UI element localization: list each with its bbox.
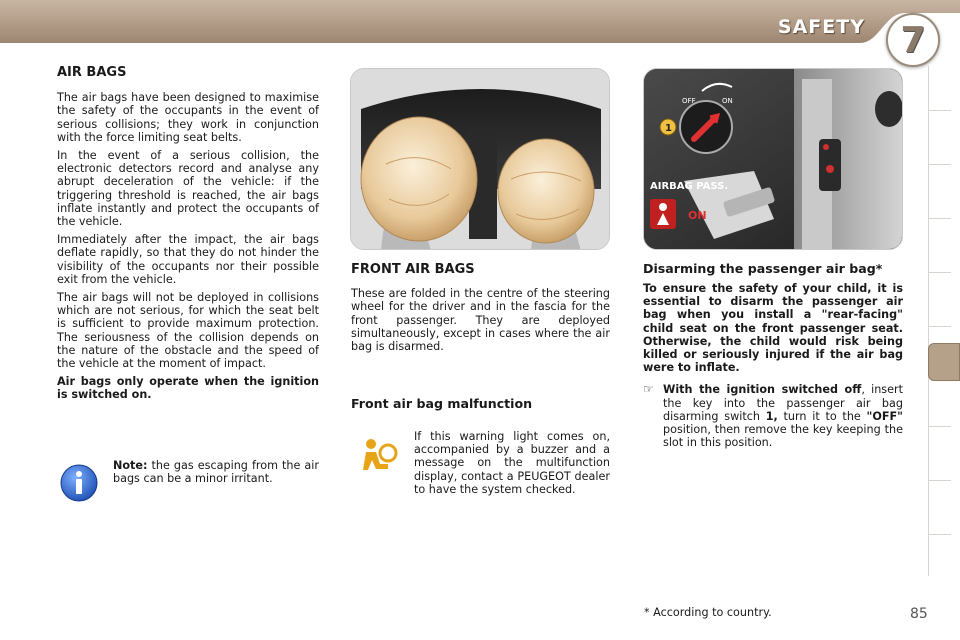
step-off: "OFF" bbox=[866, 409, 903, 423]
disarm-switch-illustration bbox=[644, 69, 903, 250]
disarming-heading: Disarming the passenger air bag* bbox=[643, 261, 883, 276]
air-bags-heading: AIR BAGS bbox=[57, 65, 127, 80]
step-text-3: position, then remove the key keeping the slot in this position. bbox=[663, 423, 903, 450]
step-bold: With the ignition switched off bbox=[663, 383, 862, 397]
child-safety-warning: To ensure the safety of your child, it is essential to disarm the passenger air bag when you install a "rear-facing" child seat on the front passenger seat. Otherwise, the child would risk being killed or seriously injured if the air bag were to inflate. bbox=[643, 282, 903, 375]
malfunction-text: If this warning light comes on, accompanied by a buzzer and a message on the multifunction display, contact a PEUGEOT dealer to have the system checked. bbox=[414, 430, 610, 496]
tab-divider bbox=[929, 164, 951, 165]
disarming-section bbox=[643, 261, 903, 449]
tab-divider bbox=[929, 110, 951, 111]
page-number: 85 bbox=[910, 606, 928, 622]
note-label: Note: bbox=[113, 459, 148, 472]
airbag-warning-light-icon bbox=[358, 436, 398, 478]
photo-airbag-label: AIRBAG PASS. bbox=[650, 181, 729, 192]
air-bags-paragraph: In the event of a serious collision, the electronic detectors record and analyse any abrupt deceleration of the vehicle: if the triggering threshold is reached, the air bags inflate instantly and protect the occupants of the vehicle. bbox=[57, 149, 319, 229]
air-bags-paragraph: The air bags have been designed to maximise the safety of the occupants in the event of serious collisions; they work in conjunction with the force limiting seat belts. bbox=[57, 91, 319, 144]
step-text-2: turn it to the bbox=[777, 409, 867, 423]
malfunction-text-box bbox=[414, 430, 610, 501]
ignition-warning: Air bags only operate when the ignition is switched on. bbox=[57, 375, 319, 402]
tab-divider bbox=[929, 272, 951, 273]
malfunction-section bbox=[351, 396, 610, 411]
chapter-tab-active[interactable] bbox=[928, 343, 960, 381]
air-bags-paragraph: The air bags will not be deployed in collisions which are not serious, for which the seat belt is sufficient to provide maximum protection. The seriousness of the collision depends on the nature of the obstacle and the speed of the vehicle at the moment of impact. bbox=[57, 291, 319, 371]
tab-divider bbox=[929, 218, 951, 219]
page-header bbox=[0, 0, 960, 46]
disarm-switch-photo bbox=[643, 68, 903, 250]
photo-callout-1: 1 bbox=[665, 123, 672, 134]
tab-divider bbox=[929, 426, 951, 427]
note-box bbox=[113, 459, 319, 485]
step-switch: 1, bbox=[765, 409, 778, 423]
section-title: SAFETY bbox=[777, 16, 865, 38]
footnote: * According to country. bbox=[644, 606, 772, 619]
pointing-hand-icon: ☞ bbox=[643, 382, 654, 397]
photo-airbag-on-label: ON bbox=[688, 209, 707, 222]
photo-on-label: ON bbox=[722, 97, 733, 105]
chapter-tabs bbox=[928, 66, 950, 576]
disarm-step-text bbox=[663, 383, 903, 449]
malfunction-heading: Front air bag malfunction bbox=[351, 396, 533, 411]
photo-off-label: OFF bbox=[682, 97, 696, 105]
info-icon bbox=[60, 464, 98, 502]
chapter-badge bbox=[886, 13, 940, 67]
air-bags-section bbox=[57, 66, 319, 407]
note-text: the gas escaping from the air bags can be a minor irritant. bbox=[113, 459, 319, 486]
chapter-number: 7 bbox=[900, 19, 926, 61]
air-bags-paragraph: Immediately after the impact, the air bags deflate rapidly, so that they do not hinder the visibility of the occupants nor their possible exit from the vehicle. bbox=[57, 233, 319, 286]
front-air-bags-heading: FRONT AIR BAGS bbox=[351, 262, 475, 277]
disarm-step bbox=[643, 383, 903, 449]
deployed-airbags-illustration bbox=[351, 69, 610, 250]
front-air-bags-text: These are folded in the centre of the steering wheel for the driver and in the fascia for the front passenger. They are deployed simultaneously, except in cases where the air bag is disarmed. bbox=[351, 287, 610, 354]
tab-divider bbox=[929, 534, 951, 535]
step-text-1: , insert the key into the passenger air bag disarming switch bbox=[663, 383, 904, 423]
front-airbags-photo bbox=[350, 68, 610, 250]
front-air-bags-section bbox=[351, 263, 610, 358]
tab-divider bbox=[929, 326, 951, 327]
tab-divider bbox=[929, 480, 951, 481]
